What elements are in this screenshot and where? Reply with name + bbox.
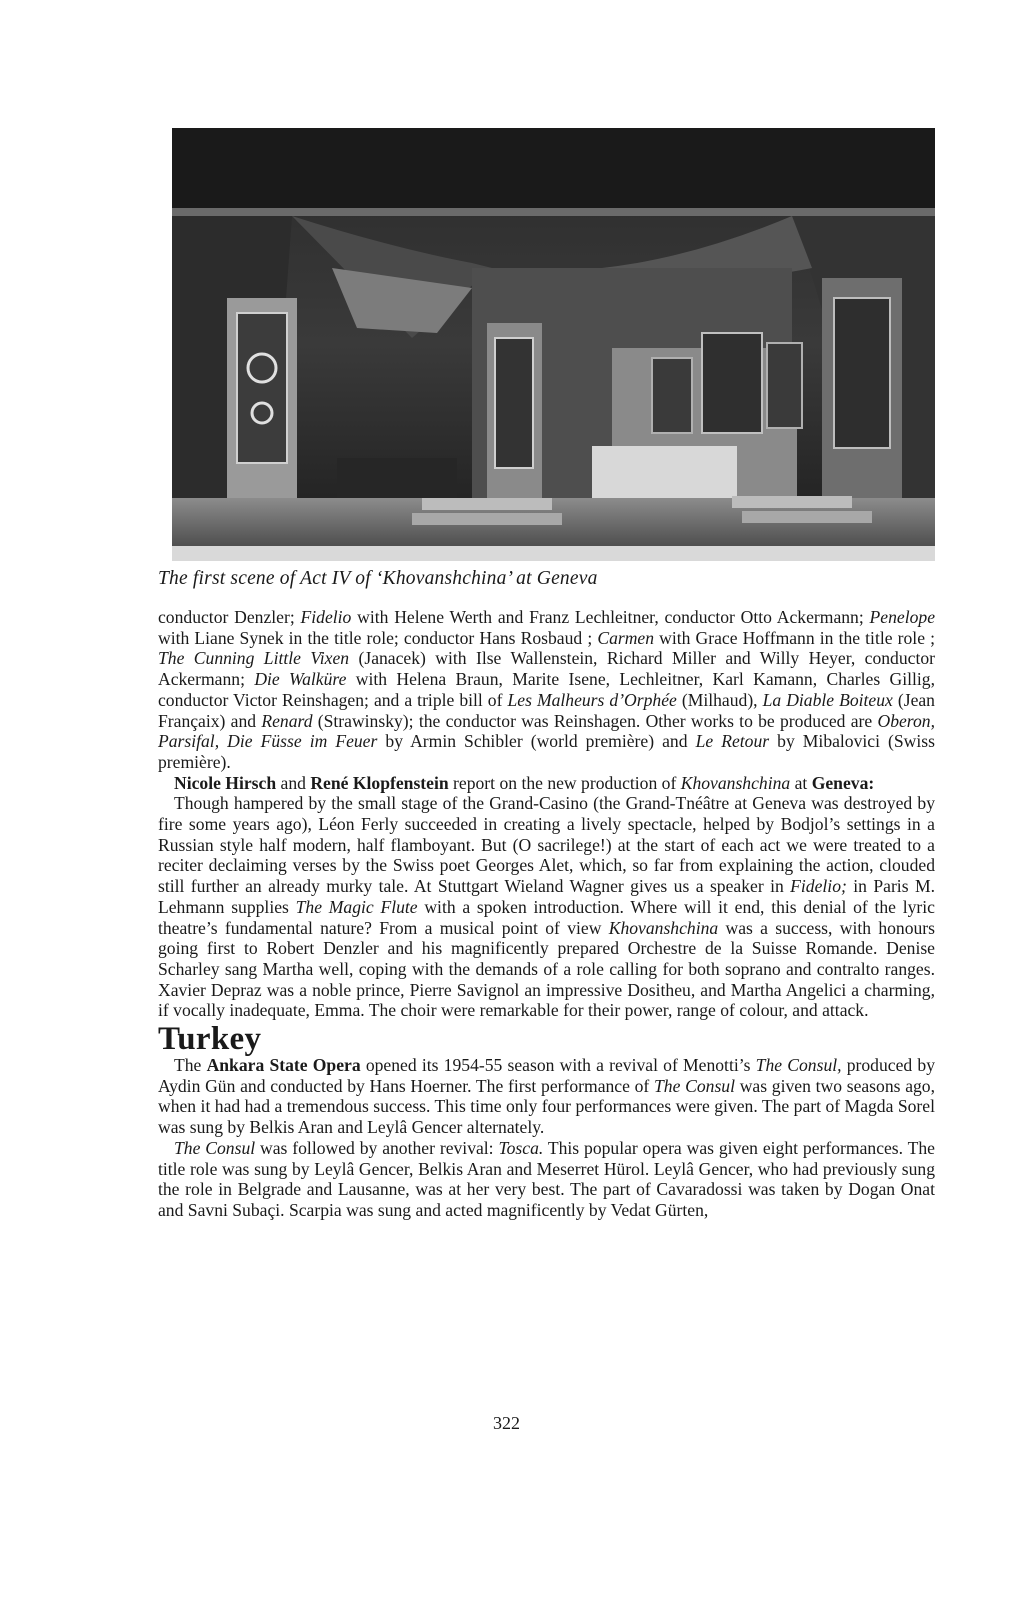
opera-title: The Magic Flute: [295, 896, 418, 917]
opera-title: The Consul: [654, 1075, 735, 1096]
stage-scene-icon: [172, 128, 935, 561]
text-run: with Grace Hoffmann in the title role ;: [654, 627, 936, 648]
text-run: by Mibalovici (Swiss première).: [158, 731, 935, 772]
paragraph-geneva-repertoire: [158, 607, 935, 773]
opera-title: Oberon, Parsifal, Die Füsse im Feuer: [158, 710, 935, 752]
company-name: Ankara State Opera: [206, 1055, 361, 1076]
opera-title: The Consul: [174, 1137, 256, 1158]
text-run: at: [790, 772, 812, 793]
author-name: Nicole Hirsch: [174, 772, 277, 793]
city-name: Geneva:: [811, 772, 875, 793]
page-number: 322: [493, 1413, 520, 1433]
opera-title: Tosca.: [498, 1137, 544, 1158]
opera-title: Penelope: [869, 607, 935, 627]
text-run: produced by Aydin Gün and conducted by Hans Hoerner. The first performance of: [158, 1055, 935, 1096]
stage-photograph: [172, 128, 935, 561]
opera-title: Khovanshchina: [680, 772, 791, 793]
text-run: with Liane Synek in the title role; conductor Hans Rosbaud ;: [158, 627, 598, 648]
opera-title: Les Malheurs d’Orphée: [507, 689, 677, 710]
photo-caption: The first scene of Act IV of ‘Khovanshchina’ at Geneva: [158, 568, 598, 589]
opera-title: Carmen: [597, 627, 655, 648]
article-body: [158, 607, 935, 1221]
text-run: and: [276, 772, 311, 793]
opera-title: Die Walküre: [254, 669, 347, 690]
text-run: report on the new production of: [448, 772, 681, 793]
opera-title: Fidelio: [300, 607, 352, 627]
opera-title: The Cunning Little Vixen: [158, 648, 350, 669]
paragraph-khovanshchina-review: [158, 793, 935, 1021]
paragraph-ankara-consul: [158, 1055, 935, 1138]
text-run: Though hampered by the small stage of the Grand-Casino (the Grand-Tnéâtre at Geneva was destroyed by fire some years ago), Léon Ferly succeeded in creating a lively spectacle, helped by Bodjol’s settings in a Russian style half modern, half flamboyant. But (O sacrilege!) at the start of each act we were treated to a reciter declaiming verses by the Swiss poet Georges Alet, which, so far from explaining the action, clouded still further an already murky tale. At Stuttgart Wieland Wagner gives us a speaker in: [158, 793, 935, 897]
text-run: with Helena Braun, Marite Isene, Lechleitner, Karl Kamann, Charles Gillig, conductor Victor Reinshagen; and a triple bill of: [158, 669, 936, 710]
text-run: was a success, with honours going first to Robert Denzler and his magnificently prepared Orchestre de la Suisse Romande. Denise Scharley sang Martha well, coping with the demands of a role calling for both soprano and contralto ranges. Xavier Depraz was a noble prince, Pierre Savignol an impressive Dositheu, and Martha Angelici a charming, if vocally inadequate, Emma. The choir were remarkable for their power, range of colour, and attack.: [158, 917, 936, 1021]
text-run: (Strawinsky); the conductor was Reinshagen. Other works to be produced are: [312, 710, 878, 731]
section-heading-turkey: Turkey: [158, 1021, 262, 1058]
text-run: with a spoken introduction. Where will it end, this denial of the lyric theatre’s fundamental nature? From a musical point of view: [158, 896, 935, 938]
opera-title: Khovanshchina: [608, 917, 719, 938]
author-name: René Klopfenstein: [310, 772, 449, 793]
text-run: (Jean Françaix) and: [158, 689, 935, 731]
text-run: with Helene Werth and Franz Lechleitner, conductor Otto Ackermann;: [351, 607, 870, 627]
text-run: (Janacek) with Ilse Wallenstein, Richard Miller and Willy Heyer, conductor Ackermann;: [158, 648, 935, 690]
paragraph-ankara-tosca: [158, 1138, 935, 1221]
paragraph-report-byline: [158, 773, 935, 794]
opera-title: Renard: [261, 710, 313, 731]
opera-title: Le Retour: [695, 731, 770, 752]
text-run: was given two seasons ago, when it had had a tremendous success. This time only four performances were given. The part of Magda Sorel was sung by Belkis Aran and Leylâ Gencer alternately.: [158, 1075, 935, 1138]
opera-title: Fidelio;: [790, 876, 847, 897]
text-run: was followed by another revival:: [255, 1137, 499, 1158]
text-run: conductor Denzler;: [158, 607, 301, 627]
text-run: opened its 1954-55 season with a revival of Menotti’s: [360, 1055, 756, 1076]
opera-title: The Consul,: [755, 1055, 842, 1076]
text-run: by Armin Schibler (world première) and: [377, 731, 696, 752]
text-run: (Milhaud),: [676, 689, 763, 710]
opera-title: La Diable Boiteux: [762, 689, 893, 710]
text-run: The: [174, 1055, 207, 1076]
text-run: This popular opera was given eight performances. The title role was sung by Leylâ Gencer, Belkis Aran and Meserret Hürol. Leylâ Gencer, who had previously sung the role in Belgrade and Lausanne, was at her very best. The part of Cavaradossi was taken by Dogan Onat and Savni Subaçi. Scarpia was sung and acted magnificently by Vedat Gürten,: [158, 1137, 935, 1220]
text-run: in Paris M. Lehmann supplies: [158, 876, 935, 917]
